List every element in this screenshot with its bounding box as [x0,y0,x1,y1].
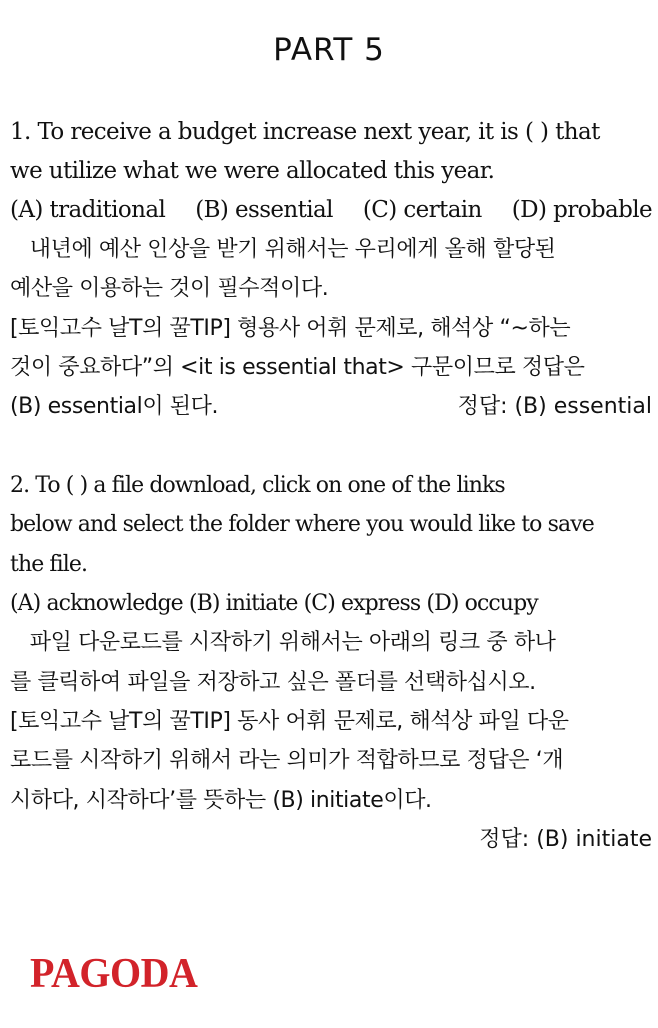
q2-answer: 정답: (B) initiate [479,827,652,852]
q1-option-c: (C) certain [362,197,482,223]
q1-tip-line-2: 것이 중요하다”의 <it is essential that> 구문이므로 정답은 [10,355,585,380]
q1-question-line-2: we utilize what we were allocated this year. [10,158,495,184]
q1-translation-line-2: 예산을 이용하는 것이 필수적이다. [10,276,329,301]
q1-option-b: (B) essential [195,197,333,223]
q1-tip-line-1: [토익고수 날T의 꿀TIP] 형용사 어휘 문제로, 해석상 “~하는 [10,316,571,341]
q1-answer: 정답: (B) essential [457,394,652,419]
q1-option-a: (A) traditional [10,197,166,223]
q1-question-line-1: 1. To receive a budget increase next year, it is ( ) that [10,119,600,145]
q2-question-line-1: 2. To ( ) a file download, click on one of the links [10,473,505,498]
q2-tip-line-2: 로드를 시작하기 위해서 라는 의미가 적합하므로 정답은 ‘개 [10,748,564,773]
q2-translation-line-2: 를 클릭하여 파일을 저장하고 싶은 폴더를 선택하십시오. [10,670,536,695]
q1-translation-line-1: 내년에 예산 인상을 받기 위해서는 우리에게 올해 할당된 [10,237,556,262]
q2-options: (A) acknowledge (B) initiate (C) express (D) occupy [10,591,538,616]
q2-tip-line-1: [토익고수 날T의 꿀TIP] 동사 어휘 문제로, 해석상 파일 다운 [10,709,569,734]
page-title: PART 5 [273,32,385,68]
q2-tip-line-3: 시하다, 시작하다’를 뜻하는 (B) initiate이다. [10,788,432,813]
pagoda-logo: PAGODA [30,949,198,997]
q1-option-d: (D) probable [511,197,652,223]
q1-tip-line-3: (B) essential이 된다. [10,394,219,419]
q2-question-line-3: the file. [10,552,88,577]
q1-options [10,190,652,230]
q2-translation-line-1: 파일 다운로드를 시작하기 위해서는 아래의 링크 중 하나 [10,630,556,655]
q2-question-line-2: below and select the folder where you would like to save [10,512,594,537]
q1-tip-answer-row [10,387,652,427]
